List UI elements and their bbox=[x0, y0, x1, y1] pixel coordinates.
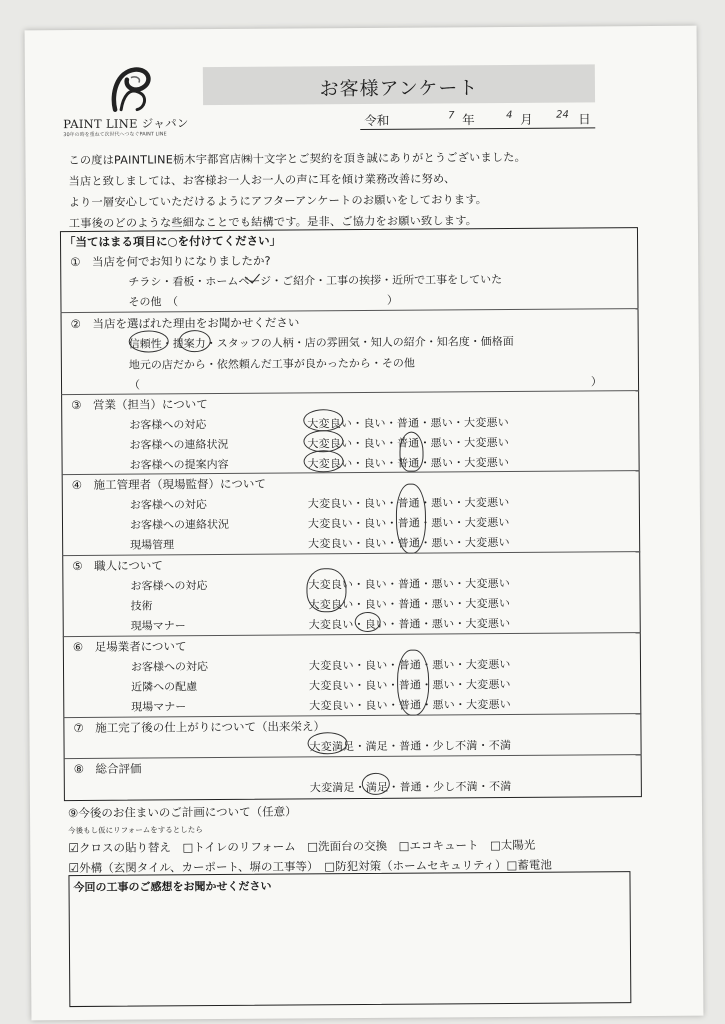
date-year-value: 7 bbox=[448, 110, 455, 122]
comment-box[interactable] bbox=[68, 871, 631, 1007]
q5-title: ⑤ 職人について bbox=[72, 558, 163, 574]
q2-title: ② 当店を選ばれた理由をお聞かせください bbox=[70, 315, 300, 332]
title-band bbox=[203, 64, 595, 105]
q5-item: 現場マナー bbox=[130, 619, 186, 633]
q1-title: ① 当店を何でお知りになりましたか? bbox=[70, 253, 271, 270]
intro-line: 当店と致しましては、お客様お一人お一人の声に耳を傾け業務改善に努め、 bbox=[68, 172, 456, 189]
q2-line2[interactable]: 地元の店だから・依然頼んだ工事が良かったから・その他 bbox=[128, 356, 415, 372]
date-day-value: 24 bbox=[556, 109, 569, 121]
intro-line: 工事後のどのような些細なことでも結構です。是非、ご協力をお願い致します。 bbox=[68, 214, 478, 231]
q1-options[interactable]: チラシ・看板・ホームページ・ご紹介・工事の挨拶・近所で工事をしていた bbox=[128, 273, 503, 289]
q3-item: お客様への提案内容 bbox=[129, 457, 229, 472]
q5-item: お客様への対応 bbox=[130, 579, 208, 593]
q9-row2-text[interactable]: 外構（玄関タイル、カーポート、塀の工事等） □防犯対策（ホームセキュリティ）□蓄電池 bbox=[79, 857, 552, 875]
q6-item: 近隣への配慮 bbox=[131, 680, 198, 694]
intro-line: より一層安心していただけるようにアフターアンケートのお願いをしております。 bbox=[68, 193, 488, 210]
q6-item: お客様への対応 bbox=[130, 660, 209, 674]
instruction: 「当てはまる項目に○を付けてください」 bbox=[63, 233, 282, 250]
q6-rating[interactable]: 大変良い・良い・普通・悪い・大変悪い bbox=[308, 657, 511, 673]
page-title: お客様アンケート bbox=[319, 77, 479, 101]
q6-item: 現場マナー bbox=[131, 700, 187, 714]
q5-rating[interactable]: 大変良い・良い・普通・悪い・大変悪い bbox=[308, 596, 511, 612]
logo-name: PAINT LINE ジャパン bbox=[63, 116, 189, 132]
q8-rating[interactable]: 大変満足・満足・普通・少し不満・不満 bbox=[309, 779, 512, 795]
checkbox-cross[interactable]: ☑ bbox=[68, 840, 80, 856]
q3-rating[interactable]: 大変良い・良い・普通・悪い・大変悪い bbox=[307, 435, 510, 451]
q6-rating[interactable]: 大変良い・良い・普通・悪い・大変悪い bbox=[309, 677, 511, 693]
date-month-value: 4 bbox=[506, 109, 513, 121]
q3-title: ③ 営業（担当）について bbox=[71, 397, 208, 413]
q3-rating[interactable]: 大変良い・良い・普通・悪い・大変悪い bbox=[307, 415, 509, 431]
q9-note: 今後もし仮にリフォームをするとしたら bbox=[68, 825, 203, 836]
q4-item: お客様への連絡状況 bbox=[129, 517, 230, 532]
survey-sheet bbox=[25, 26, 704, 1021]
logo-mark-icon bbox=[101, 63, 157, 115]
date-era: 令和 bbox=[364, 112, 390, 128]
q4-item: お客様への対応 bbox=[129, 498, 207, 512]
q4-rating[interactable]: 大変良い・良い・普通・悪い・大変悪い bbox=[307, 495, 510, 511]
q4-rating[interactable]: 大変良い・良い・普通・悪い・大変悪い bbox=[307, 515, 510, 531]
q4-title: ④ 施工管理者（現場監督）について bbox=[71, 476, 266, 493]
q7-rating[interactable]: 大変満足・満足・普通・少し不満・不満 bbox=[309, 738, 512, 754]
q5-rating[interactable]: 大変良い・良い・普通・悪い・大変悪い bbox=[308, 616, 511, 632]
q6-rating[interactable]: 大変良い・良い・普通・悪い・大変悪い bbox=[309, 697, 511, 713]
q7-title: ⑦ 施工完了後の仕上がりについて（出来栄え） bbox=[73, 719, 326, 736]
company-logo bbox=[63, 67, 194, 148]
q3-rating[interactable]: 大変良い・良い・普通・悪い・大変悪い bbox=[307, 455, 510, 471]
date-year-unit: 年 bbox=[462, 112, 475, 128]
intro-line: この度はPAINTLINE栃木宇都宮店㈱十文字とご契約を頂き誠にありがとうございました。 bbox=[68, 150, 527, 168]
q4-item: 現場管理 bbox=[130, 538, 175, 552]
q9-row1-text[interactable]: クロスの貼り替え □トイレのリフォーム □洗面台の交換 □エコキュート □太陽光 bbox=[78, 837, 536, 855]
q2-paren[interactable]: （ ） bbox=[128, 375, 603, 392]
logo-tagline: 30年の時を重ねて次世代へつなぐPAINT LINE bbox=[63, 131, 167, 139]
q1-other[interactable]: その他 （ ） bbox=[128, 293, 398, 309]
q3-item: お客様への連絡状況 bbox=[129, 437, 229, 452]
q9-title: ⑨今後のお住まいのご計画について（任意） bbox=[67, 804, 297, 821]
date-row bbox=[360, 106, 595, 130]
q8-title: ⑧ 総合評価 bbox=[73, 761, 142, 777]
q6-title: ⑥ 足場業者について bbox=[72, 639, 187, 655]
q5-item: 技術 bbox=[130, 599, 153, 613]
date-day-unit: 日 bbox=[578, 111, 591, 127]
q9-row1 bbox=[68, 837, 535, 856]
date-month-unit: 月 bbox=[520, 111, 533, 127]
q4-rating[interactable]: 大変良い・良い・普通・悪い・大変悪い bbox=[308, 535, 510, 551]
checkbox-exterior[interactable]: ☑ bbox=[68, 860, 80, 876]
q2-line1[interactable]: 信頼性・提案力・スタッフの人柄・店の雰囲気・知人の紹介・知名度・価格面 bbox=[128, 334, 514, 351]
q5-rating[interactable]: 大変良い・良い・普通・悪い・大変悪い bbox=[308, 576, 511, 592]
comment-label: 今回の工事のご感想をお聞かせください bbox=[73, 879, 272, 895]
q3-item: お客様への対応 bbox=[129, 418, 207, 432]
